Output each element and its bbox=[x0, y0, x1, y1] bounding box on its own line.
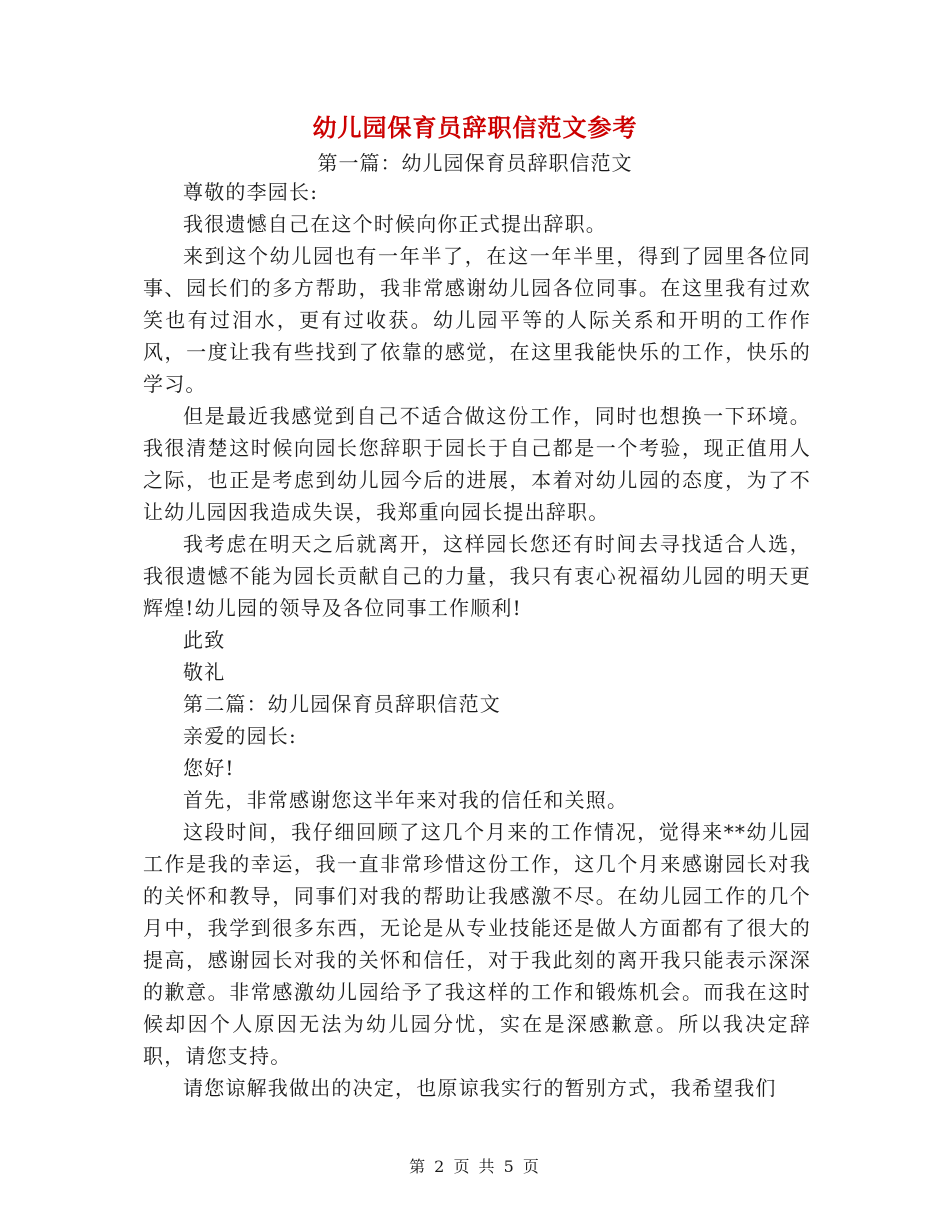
greeting: 您好! bbox=[183, 756, 235, 780]
paragraph: 我很遗憾自己在这个时候向你正式提出辞职。 bbox=[183, 212, 607, 236]
paragraph: 这段时间，我仔细回顾了这几个月来的工作情况，觉得来**幼儿园工作是我的幸运，我一直非常珍惜这份工作，这几个月来感谢园长对我的关怀和教导，同事们对我的帮助让我感激不尽。在幼儿园工作的几个月中，我学到很多东西，无论是从专业技能还是做人方面都有了很大的提高，感谢园长对我的关怀和信任，对于我此刻的离开我只能表示深深的歉意。非常感激幼儿园给予了我这样的工作和锻炼机会。而我在这时候却因个人原因无法为幼儿园分忧，实在是深感歉意。所以我决定辞职，请您支持。 bbox=[143, 820, 811, 1068]
closing-line: 此致 bbox=[183, 628, 226, 652]
paragraph: 来到这个幼儿园也有一年半了，在这一年半里，得到了园里各位同事、园长们的多方帮助，我非常感谢幼儿园各位同事。在这里我有过欢笑也有过泪水，更有过收获。幼儿园平等的人际关系和开明的工作作风，一度让我有些找到了依靠的感觉，在这里我能快乐的工作，快乐的学习。 bbox=[143, 244, 811, 396]
document-title: 幼儿园保育员辞职信范文参考 bbox=[312, 114, 638, 142]
section-1-heading: 第一篇：幼儿园保育员辞职信范文 bbox=[317, 151, 633, 175]
paragraph: 我考虑在明天之后就离开，这样园长您还有时间去寻找适合人选，我很遗憾不能为园长贡献自己的力量，我只有衷心祝福幼儿园的明天更辉煌!幼儿园的领导及各位同事工作顺利! bbox=[143, 532, 811, 620]
salutation: 亲爱的园长: bbox=[183, 724, 297, 748]
section-2-heading: 第二篇：幼儿园保育员辞职信范文 bbox=[183, 692, 501, 716]
page-footer: 第 2 页 共 5 页 bbox=[409, 1157, 541, 1176]
paragraph: 请您谅解我做出的决定，也原谅我实行的暂别方式，我希望我们 bbox=[183, 1076, 777, 1100]
salutation: 尊敬的李园长: bbox=[183, 180, 319, 204]
document-body bbox=[143, 176, 811, 1104]
closing-line: 敬礼 bbox=[183, 660, 226, 684]
paragraph: 但是最近我感觉到自己不适合做这份工作，同时也想换一下环境。我很清楚这时候向园长您辞职于园长于自己都是一个考验，现正值用人之际，也正是考虑到幼儿园今后的进展，本着对幼儿园的态度，为了不让幼儿园因我造成失误，我郑重向园长提出辞职。 bbox=[143, 404, 811, 524]
paragraph: 首先，非常感谢您这半年来对我的信任和关照。 bbox=[183, 788, 629, 812]
